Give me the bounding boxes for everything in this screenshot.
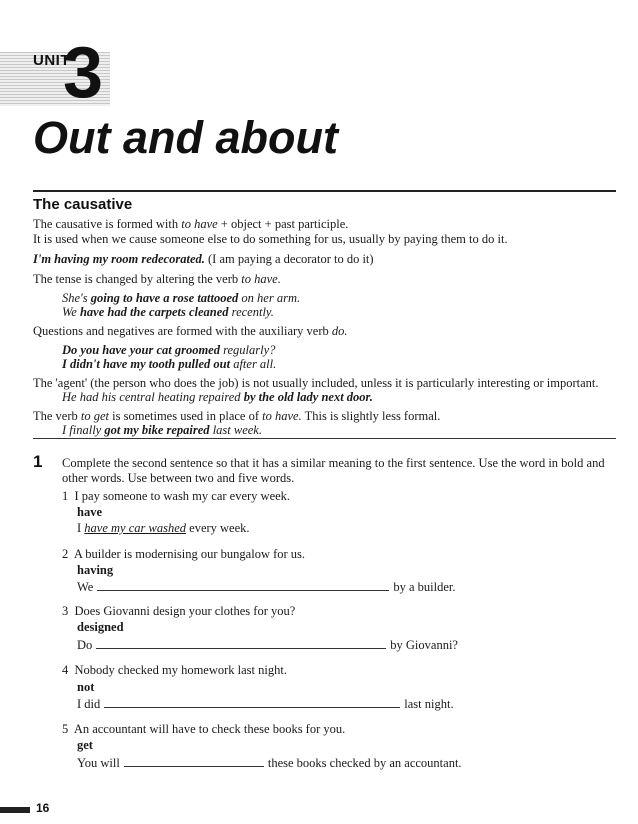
example-sentence: He had his central heating repaired by the old lady next door. <box>62 390 373 404</box>
agent-note: The 'agent' (the person who does the job) is not usually included, unless it is particularly interesting or important. <box>33 376 599 390</box>
section-heading: The causative <box>33 196 133 213</box>
key-word: have <box>77 505 102 519</box>
section-divider <box>33 438 616 439</box>
exercise-item-4: 4 Nobody checked my homework last night. <box>62 663 287 677</box>
footer-bar <box>0 807 30 813</box>
key-word: get <box>77 738 93 752</box>
example-sentence: I finally got my bike repaired last week. <box>62 423 262 437</box>
exercise-number: 1 <box>33 452 43 471</box>
answer-blank[interactable] <box>96 637 386 649</box>
example-sentence: Do you have your cat groomed regularly? <box>62 343 276 357</box>
example-sentence: We have had the carpets cleaned recently. <box>62 305 274 319</box>
answer-line: Do by Giovanni? <box>77 638 458 652</box>
exercise-item-5: 5 An accountant will have to check these books for you. <box>62 722 346 736</box>
exercise-instruction: Complete the second sentence so that it has a similar meaning to the first sentence. Use the word in bold and <box>62 456 605 470</box>
answer-blank[interactable] <box>124 755 264 767</box>
exercise-item-1: 1 I pay someone to wash my car every week. <box>62 489 291 503</box>
exercise-item-2: 2 A builder is modernising our bungalow for us. <box>62 547 306 561</box>
unit-label: UNIT <box>33 52 70 69</box>
answer-blank[interactable] <box>97 579 389 591</box>
questions-note: Questions and negatives are formed with the auxiliary verb do. <box>33 324 348 338</box>
intro-line-2: It is used when we cause someone else to do something for us, usually by paying them to do it. <box>33 232 508 246</box>
key-word: not <box>77 680 95 694</box>
answer-line: I did last night. <box>77 697 454 711</box>
answer-line: I have my car washed every week. <box>77 521 250 535</box>
key-word: having <box>77 563 114 577</box>
example-1: I'm having my room redecorated. (I am paying a decorator to do it) <box>33 252 374 266</box>
answer-line: We by a builder. <box>77 580 456 594</box>
example-sentence: She's going to have a rose tattooed on her arm. <box>62 291 301 305</box>
key-word: designed <box>77 620 124 634</box>
example-answer: have my car washed <box>84 521 187 535</box>
get-note: The verb to get is sometimes used in place of to have. This is slightly less formal. <box>33 409 441 423</box>
page-number: 16 <box>36 801 50 815</box>
exercise-item-3: 3 Does Giovanni design your clothes for you? <box>62 604 296 618</box>
exercise-instruction: other words. Use between two and five words. <box>62 471 295 485</box>
section-divider <box>33 190 616 192</box>
answer-line: You will these books checked by an accountant. <box>77 756 462 770</box>
unit-number: 3 <box>63 33 104 113</box>
answer-blank[interactable] <box>104 696 400 708</box>
example-sentence: I didn't have my tooth pulled out after all. <box>62 357 277 371</box>
chapter-title: Out and about <box>33 112 338 163</box>
intro-line-1: The causative is formed with to have + object + past participle. <box>33 217 349 231</box>
tense-note: The tense is changed by altering the verb to have. <box>33 272 281 286</box>
